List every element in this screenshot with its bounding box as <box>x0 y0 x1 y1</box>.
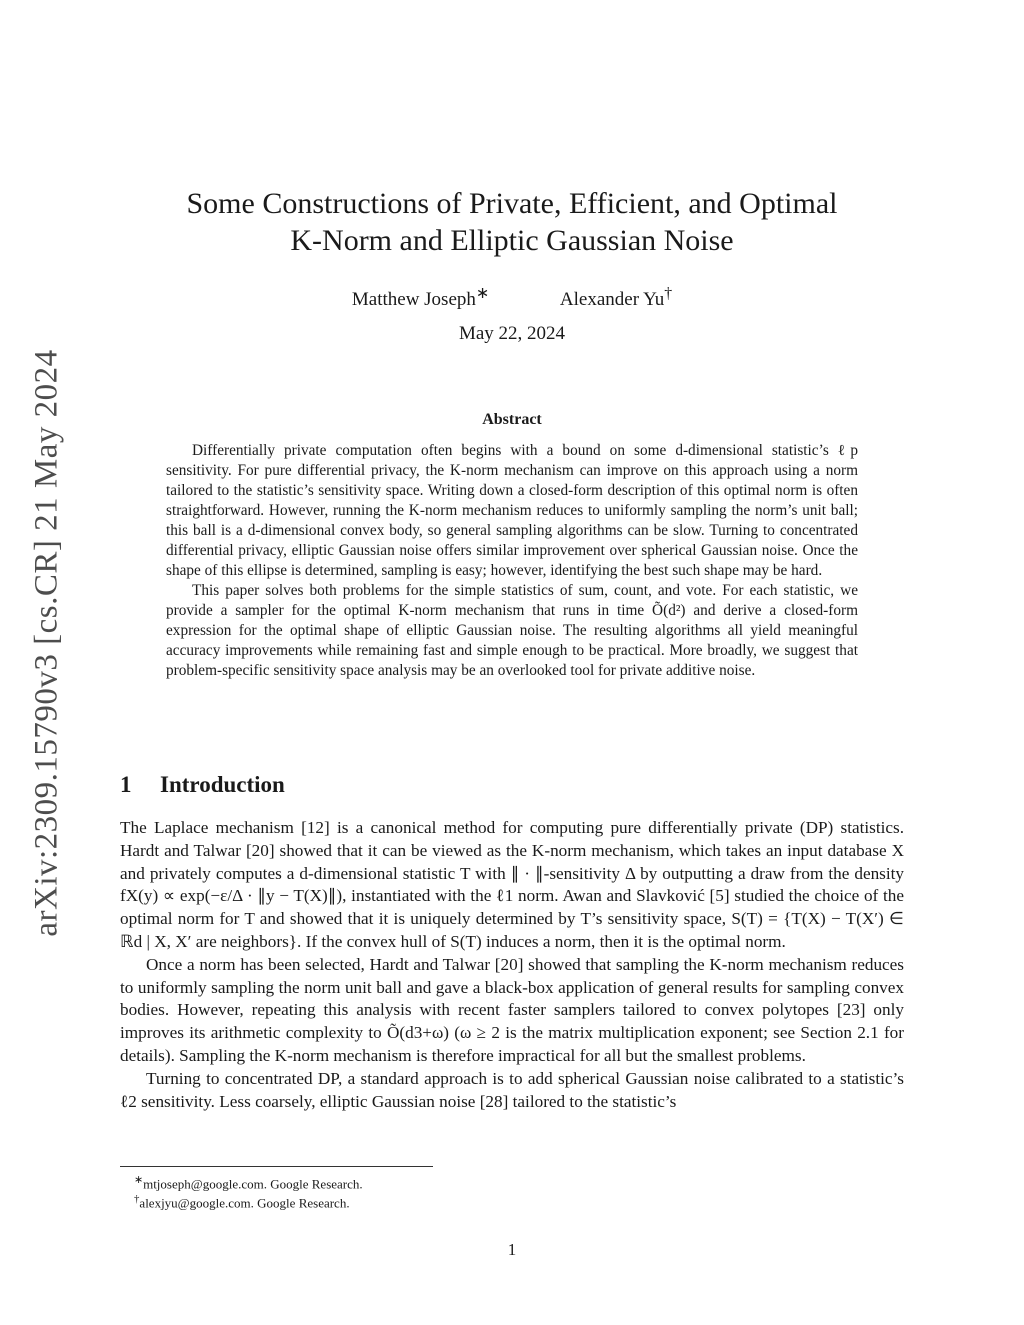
author: Alexander Yu† <box>559 285 673 311</box>
section-number: 1 <box>120 772 132 797</box>
abstract-heading: Abstract <box>482 411 542 428</box>
footnote-divider <box>120 1166 433 1167</box>
abstract-body <box>166 441 858 681</box>
title-line-2: K-Norm and Elliptic Gaussian Noise <box>290 224 734 257</box>
body-paragraph: Once a norm has been selected, Hardt and Talwar [20] showed that sampling the K-norm mechanism reduces to uniformly sampling the norm unit ball and gave a black-box application of general results for sampling convex bodies. However, repeating this analysis with recent faster samplers tailored to convex polytopes [23] only improves its arithmetic complexity to Õ(d3+ω) (ω ≥ 2 is the matrix multiplication exponent; see Section 2.1 for details). Sampling the K-norm mechanism is therefore impractical for all but the smallest problems. <box>120 954 904 1065</box>
introduction-body <box>120 817 904 1113</box>
section-heading <box>120 772 285 798</box>
title-line-1: Some Constructions of Private, Efficient, and Optimal <box>186 187 838 220</box>
footnote-mark[interactable]: † <box>664 285 673 302</box>
paper-title <box>120 185 904 259</box>
footnote-mark[interactable]: ∗ <box>475 285 490 302</box>
abstract-paragraph: This paper solves both problems for the simple statistics of sum, count, and vote. For each statistic, we provide a sampler for the optimal K-norm mechanism that runs in time Õ(d²) and derive a closed-form expression for the optimal shape of elliptic Gaussian noise. The resulting algorithms all yield meaningful accuracy improvements while remaining fast and simple enough to be practical. More broadly, we suggest that problem-specific sensitivity space analysis may be an overlooked tool for private additive noise. <box>166 582 858 679</box>
author-list <box>120 283 904 311</box>
body-paragraph: Turning to concentrated DP, a standard approach is to add spherical Gaussian noise calibrated to a statistic’s ℓ2 sensitivity. Less coarsely, elliptic Gaussian noise [28] tailored to the statistic’s <box>120 1068 904 1111</box>
author: Matthew Joseph∗ <box>351 285 490 311</box>
body-paragraph: The Laplace mechanism [12] is a canonical method for computing pure differentially private (DP) statistics. Hardt and Talwar [20] showed that it can be viewed as the K-norm mechanism, which takes an input database X and privately computes a d-dimensional statistic T with ∥ · ∥-sensitivity Δ by outputting a draw from the density fX(y) ∝ exp(−ε/Δ · ∥y − T(X)∥), instantiated with the ℓ1 norm. Awan and Slavković [5] studied the choice of the optimal norm for T and showed that it is uniquely determined by T’s sensitivity space, S(T) = {T(X) − T(X′) ∈ ℝd | X, X′ are neighbors}. If the convex hull of S(T) induces a norm, then it is the optimal norm. <box>120 818 904 951</box>
footnote: ∗mtjoseph@google.com. Google Research. <box>134 1174 363 1192</box>
abstract-paragraph: Differentially private computation often begins with a bound on some d-dimensional statistic’s ℓp sensitivity. For pure differential privacy, the K-norm mechanism can improve on this approach using a norm tailored to the statistic’s sensitivity space. Writing down a closed-form description of this optimal norm is often straightforward. However, running the K-norm mechanism reduces to uniformly sampling the norm’s unit ball; this ball is a d-dimensional convex body, so general sampling algorithms can be slow. Turning to concentrated differential privacy, elliptic Gaussian noise offers similar improvement over spherical Gaussian noise. Once the shape of this ellipse is determined, sampling is easy; however, identifying the best such shape may be hard. <box>166 442 858 579</box>
arxiv-identifier <box>22 345 72 940</box>
page-number: 1 <box>507 1240 517 1259</box>
arxiv-identifier-text: arXiv:2309.15790v3 [cs.CR] 21 May 2024 <box>28 348 65 937</box>
section-title: Introduction <box>160 772 285 797</box>
publication-date: May 22, 2024 <box>458 323 566 344</box>
footnote: †alexjyu@google.com. Google Research. <box>134 1193 350 1211</box>
